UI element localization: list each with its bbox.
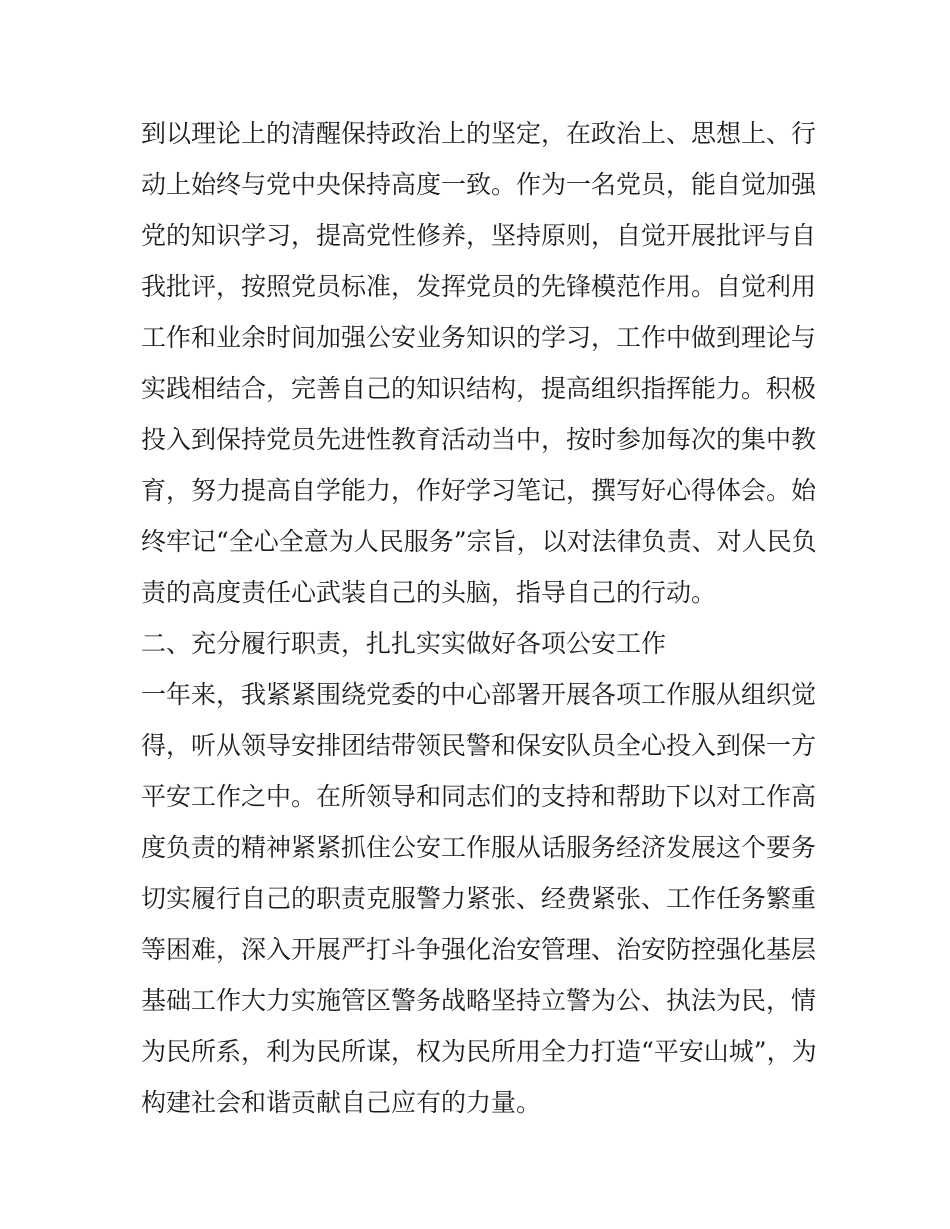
text-line: 责的高度责任心武装自己的头脑，指导自己的行动。 bbox=[141, 578, 717, 607]
text-line: 育，努力提高自学能力，作好学习笔记，撰写好心得体会。始 bbox=[141, 476, 817, 505]
text-line: 构建社会和谐贡献自己应有的力量。 bbox=[141, 1088, 542, 1117]
text-line: 等困难，深入开展严打斗争强化治安管理、治安防控强化基层 bbox=[141, 935, 817, 964]
text-line: 实践相结合，完善自己的知识结构，提高组织指挥能力。积极 bbox=[141, 374, 817, 403]
text-line: 我批评，按照党员标准，发挥党员的先锋模范作用。自觉利用 bbox=[141, 272, 817, 301]
text-line: 度负责的精神紧紧抓住公安工作服从话服务经济发展这个要务 bbox=[141, 833, 817, 862]
text-line: 投入到保持党员先进性教育活动当中，按时参加每次的集中教 bbox=[141, 425, 817, 454]
text-line: 一年来，我紧紧围绕党委的中心部署开展各项工作服从组织觉 bbox=[141, 680, 817, 709]
section-heading: 二、充分履行职责，扎扎实实做好各项公安工作 bbox=[141, 629, 667, 658]
text-line: 动上始终与党中央保持高度一致。作为一名党员，能自觉加强 bbox=[141, 170, 817, 199]
text-line: 平安工作之中。在所领导和同志们的支持和帮助下以对工作高 bbox=[141, 782, 817, 811]
text-line: 终牢记“全心全意为人民服务”宗旨，以对法律负责、对人民负 bbox=[141, 527, 817, 556]
text-line: 党的知识学习，提高党性修养，坚持原则，自觉开展批评与自 bbox=[141, 221, 817, 250]
text-line: 工作和业余时间加强公安业务知识的学习，工作中做到理论与 bbox=[141, 323, 817, 352]
text-line: 得，听从领导安排团结带领民警和保安队员全心投入到保一方 bbox=[141, 731, 817, 760]
body-text bbox=[141, 108, 821, 1128]
text-line: 基础工作大力实施管区警务战略坚持立警为公、执法为民，情 bbox=[141, 986, 817, 1015]
text-line: 切实履行自己的职责克服警力紧张、经费紧张、工作任务繁重 bbox=[141, 884, 817, 913]
text-line: 为民所系，利为民所谋，权为民所用全力打造“平安山城”，为 bbox=[141, 1037, 817, 1066]
text-line: 到以理论上的清醒保持政治上的坚定，在政治上、思想上、行 bbox=[141, 119, 817, 148]
